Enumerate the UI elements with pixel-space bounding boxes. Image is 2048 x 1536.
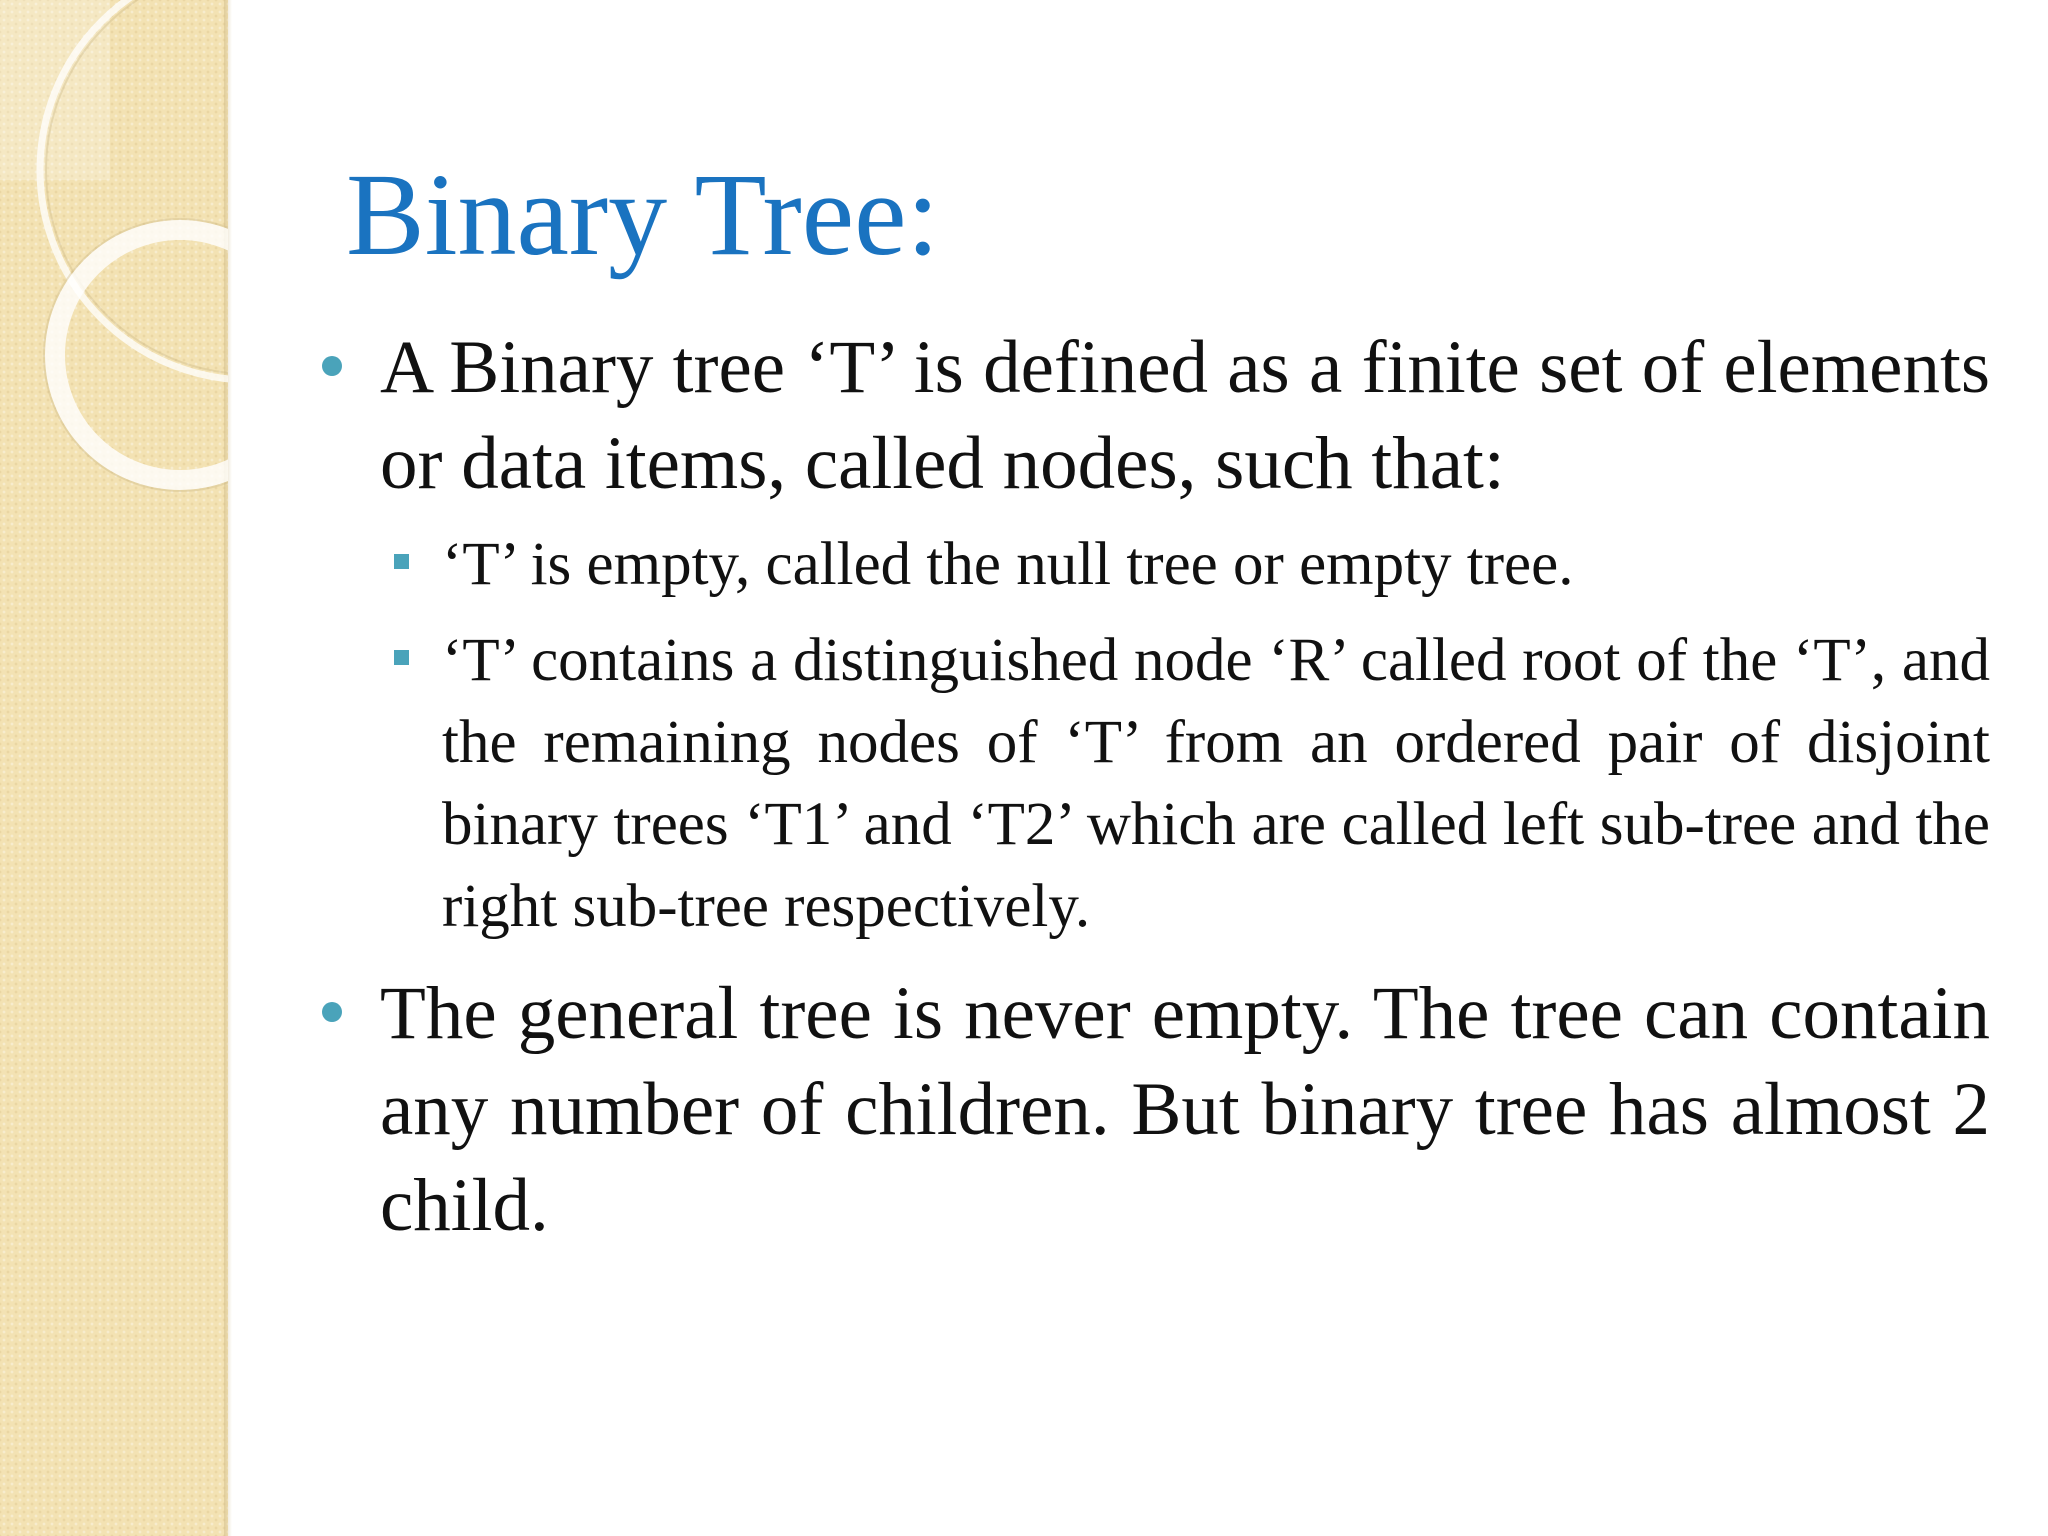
sub-bullet-item (380, 620, 2000, 948)
slide-title: Binary Tree: (346, 149, 940, 280)
sub-bullet-text: ‘T’ is empty, called the null tree or empty tree. (442, 530, 1574, 598)
sub-bullet-list (380, 524, 2000, 948)
bullet-list (300, 320, 2000, 1254)
bullet-item (300, 320, 2000, 948)
bullet-dot-icon (322, 1002, 342, 1022)
decorative-rings (0, 0, 228, 520)
bullet-text: The general tree is never empty. The tree can contain any number of children. But binary tree has almost 2 child. (380, 971, 1990, 1247)
square-bullet-icon (394, 650, 409, 665)
sub-bullet-text: ‘T’ contains a distinguished node ‘R’ called root of the ‘T’, and the remaining nodes of ‘T’ from an ordered pair of disjoint binary trees ‘T1’ and ‘T2’ which are called left sub-tree and the right sub-tree respectively. (442, 626, 1990, 940)
bullet-dot-icon (322, 356, 342, 376)
slide-content (300, 150, 2000, 1272)
rings-graphic (0, 0, 228, 520)
bullet-text: A Binary tree ‘T’ is defined as a finite set of elements or data items, called nodes, such that: (380, 325, 1990, 505)
bullet-item (300, 966, 2000, 1254)
square-bullet-icon (394, 554, 409, 569)
sub-bullet-item (380, 524, 2000, 606)
